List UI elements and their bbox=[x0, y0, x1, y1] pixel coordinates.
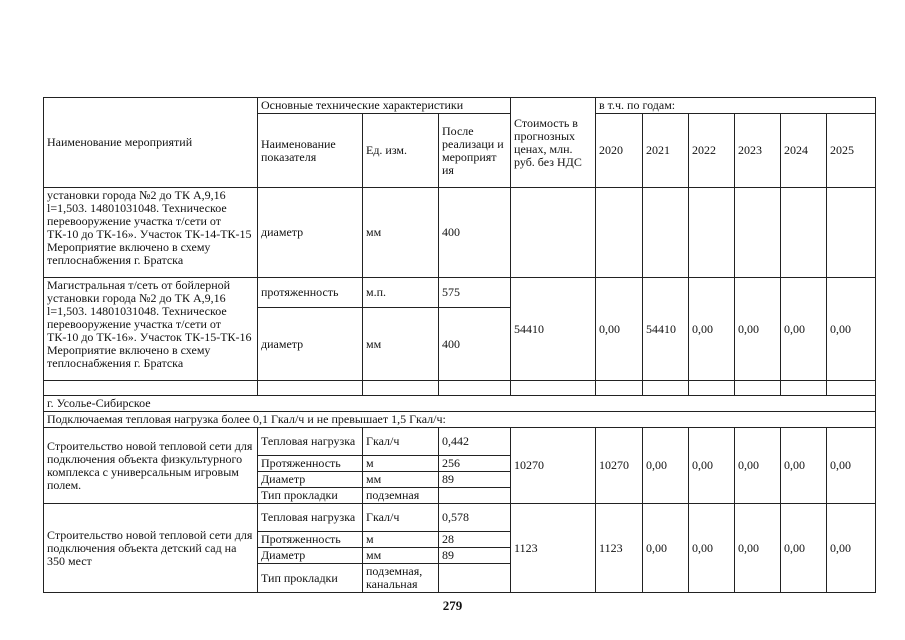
year-cell: 0,00 bbox=[643, 504, 689, 593]
year-cell: 0,00 bbox=[827, 278, 876, 381]
measure-name: установки города №2 до ТК А,9,16 l=1,503. 14801031048. Техническое перевооружение участка т/сети от ТК-10 до ТК-16». Участок ТК-14-ТК-15 Мероприятие включено в схему теплоснабжения г. Братска bbox=[44, 188, 258, 278]
year-cell: 0,00 bbox=[643, 428, 689, 504]
indicator-cell: Тепловая нагрузка bbox=[258, 428, 363, 456]
year-cell bbox=[827, 188, 876, 278]
header-name: Наименование мероприятий bbox=[44, 98, 258, 188]
measure-name: Магистральная т/сеть от бойлерной установки города №2 до ТК А,9,16 l=1,503. 14801031048. Техническое перевооружение участка т/сети от ТК-10 до ТК-16». Участок ТК-15-ТК-16 Мероприятие включено в схему теплоснабжения г. Братска bbox=[44, 278, 258, 381]
cost-cell: 1123 bbox=[511, 504, 596, 593]
value-cell: 400 bbox=[439, 308, 511, 381]
empty-row bbox=[44, 381, 876, 396]
page-number: 279 bbox=[442, 598, 463, 613]
header-indicator: Наименование показателя bbox=[258, 114, 363, 188]
header-year-2022: 2022 bbox=[689, 114, 735, 188]
unit-cell: Гкал/ч bbox=[363, 504, 439, 532]
empty-cell bbox=[44, 381, 258, 396]
measure-name: Строительство новой тепловой сети для подключения объекта детский сад на 350 мест bbox=[44, 504, 258, 593]
empty-cell bbox=[689, 381, 735, 396]
measures-table bbox=[43, 97, 876, 593]
unit-cell: мм bbox=[363, 548, 439, 564]
indicator-cell: Диаметр bbox=[258, 472, 363, 488]
header-years-group: в т.ч. по годам: bbox=[596, 98, 876, 114]
unit-cell: м bbox=[363, 456, 439, 472]
indicator-cell: Тип прокладки bbox=[258, 564, 363, 593]
year-cell bbox=[596, 188, 643, 278]
empty-cell bbox=[781, 381, 827, 396]
unit-cell: подземная, канальная bbox=[363, 564, 439, 593]
document-sheet bbox=[43, 97, 875, 593]
empty-cell bbox=[258, 381, 363, 396]
unit-cell: мм bbox=[363, 188, 439, 278]
value-cell bbox=[439, 564, 511, 593]
value-cell: 89 bbox=[439, 472, 511, 488]
table-row bbox=[44, 504, 876, 532]
indicator-cell: Протяженность bbox=[258, 456, 363, 472]
city-label: г. Усолье-Сибирское bbox=[44, 396, 876, 412]
year-cell: 0,00 bbox=[689, 504, 735, 593]
value-cell: 28 bbox=[439, 532, 511, 548]
unit-cell: подземная bbox=[363, 488, 439, 504]
empty-cell bbox=[827, 381, 876, 396]
indicator-cell: диаметр bbox=[258, 188, 363, 278]
indicator-cell: Протяженность bbox=[258, 532, 363, 548]
value-cell: 400 bbox=[439, 188, 511, 278]
year-cell: 1123 bbox=[596, 504, 643, 593]
indicator-cell: Тип прокладки bbox=[258, 488, 363, 504]
header-unit: Ед. изм. bbox=[363, 114, 439, 188]
value-cell: 0,578 bbox=[439, 504, 511, 532]
indicator-cell: Диаметр bbox=[258, 548, 363, 564]
indicator-cell: протяженность bbox=[258, 278, 363, 308]
unit-cell: мм bbox=[363, 308, 439, 381]
header-tech-group: Основные технические характеристики bbox=[258, 98, 511, 114]
year-cell: 0,00 bbox=[735, 428, 781, 504]
empty-cell bbox=[596, 381, 643, 396]
empty-cell bbox=[511, 381, 596, 396]
header-year-2024: 2024 bbox=[781, 114, 827, 188]
unit-cell: м.п. bbox=[363, 278, 439, 308]
cost-cell: 10270 bbox=[511, 428, 596, 504]
value-cell: 256 bbox=[439, 456, 511, 472]
year-cell: 0,00 bbox=[689, 428, 735, 504]
year-cell: 0,00 bbox=[827, 428, 876, 504]
year-cell bbox=[781, 188, 827, 278]
value-cell bbox=[439, 488, 511, 504]
year-cell: 0,00 bbox=[735, 278, 781, 381]
year-cell: 0,00 bbox=[781, 428, 827, 504]
year-cell bbox=[735, 188, 781, 278]
header-year-2025: 2025 bbox=[827, 114, 876, 188]
empty-cell bbox=[439, 381, 511, 396]
year-cell: 0,00 bbox=[735, 504, 781, 593]
value-cell: 575 bbox=[439, 278, 511, 308]
indicator-cell: Тепловая нагрузка bbox=[258, 504, 363, 532]
unit-cell: мм bbox=[363, 472, 439, 488]
table-row bbox=[44, 278, 876, 308]
unit-cell: Гкал/ч bbox=[363, 428, 439, 456]
load-note: Подключаемая тепловая нагрузка более 0,1 Гкал/ч и не превышает 1,5 Гкал/ч: bbox=[44, 412, 876, 428]
empty-cell bbox=[735, 381, 781, 396]
header-after: После реализаци и мероприят ия bbox=[439, 114, 511, 188]
year-cell bbox=[643, 188, 689, 278]
header-year-2021: 2021 bbox=[643, 114, 689, 188]
header-year-2020: 2020 bbox=[596, 114, 643, 188]
value-cell: 89 bbox=[439, 548, 511, 564]
unit-cell: м bbox=[363, 532, 439, 548]
header-year-2023: 2023 bbox=[735, 114, 781, 188]
year-cell: 0,00 bbox=[596, 278, 643, 381]
year-cell: 0,00 bbox=[827, 504, 876, 593]
city-row bbox=[44, 396, 876, 412]
empty-cell bbox=[643, 381, 689, 396]
year-cell: 0,00 bbox=[781, 504, 827, 593]
indicator-cell: диаметр bbox=[258, 308, 363, 381]
table-row bbox=[44, 428, 876, 456]
empty-cell bbox=[363, 381, 439, 396]
year-cell bbox=[689, 188, 735, 278]
measure-name: Строительство новой тепловой сети для подключения объекта физкультурного комплекса с универсальным игровым полем. bbox=[44, 428, 258, 504]
table-row bbox=[44, 188, 876, 278]
year-cell: 54410 bbox=[643, 278, 689, 381]
cost-cell: 54410 bbox=[511, 278, 596, 381]
year-cell: 0,00 bbox=[689, 278, 735, 381]
header-cost: Стоимость в прогнозных ценах, млн. руб. без НДС bbox=[511, 98, 596, 188]
load-note-row bbox=[44, 412, 876, 428]
year-cell: 0,00 bbox=[781, 278, 827, 381]
year-cell: 10270 bbox=[596, 428, 643, 504]
value-cell: 0,442 bbox=[439, 428, 511, 456]
header-row-1 bbox=[44, 98, 876, 114]
cost-cell bbox=[511, 188, 596, 278]
